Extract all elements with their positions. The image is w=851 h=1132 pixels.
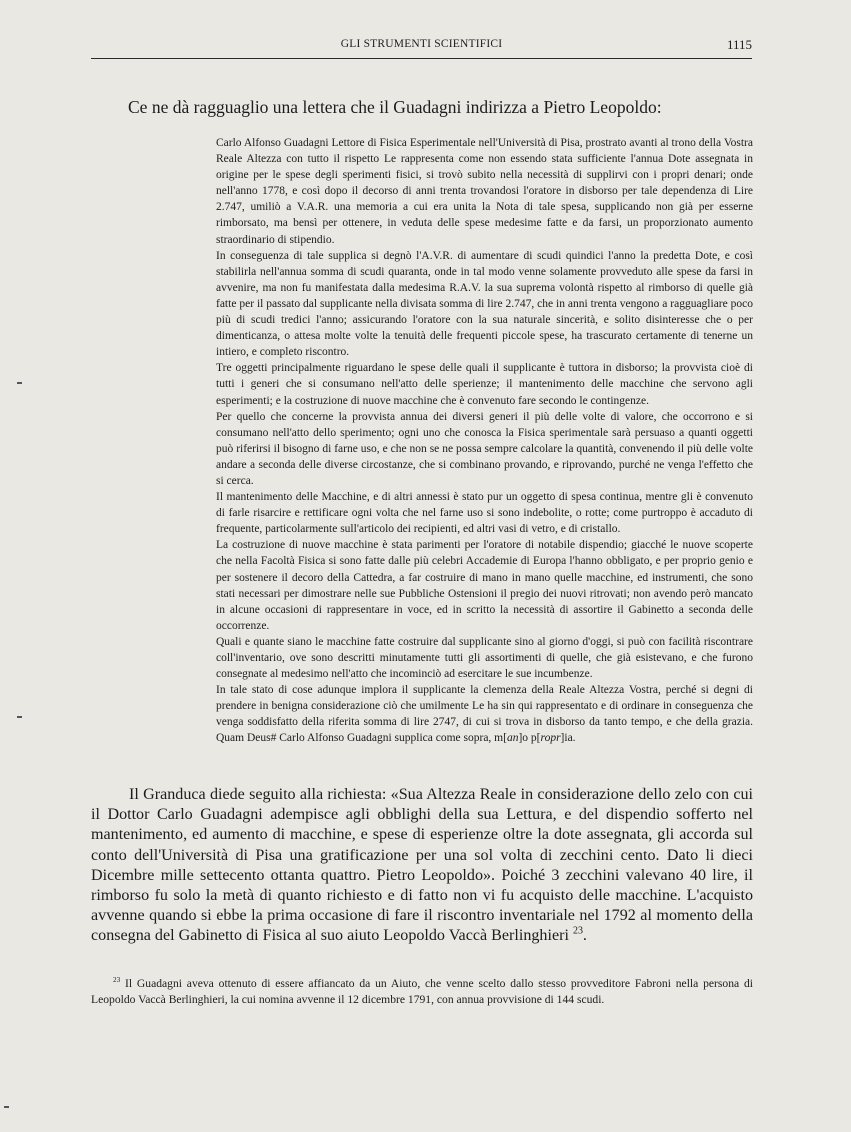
letter-closing-end: ]ia. <box>560 732 576 745</box>
footnote <box>91 976 753 1008</box>
page-number: 1115 <box>726 37 752 52</box>
footnote-number: 23 <box>113 976 121 985</box>
footnote-text: Il Guadagni aveva ottenuto di essere affiancato da un Aiuto, che venne scelto dallo stesso provveditore Fabroni nella persona di Leopoldo Vaccà Berlinghieri, la cui nomina avvenne il 12 dicembre 1791, con annua provvisione di 144 scudi. <box>91 977 753 1007</box>
letter-paragraph: Tre oggetti principalmente riguardano le spese delle quali il supplicante è tuttora in disborso; la provvista cioè di tutti i generi che si consumano nell'atto delle sperienze; il mantenimento delle macchine che servono agli esperimenti; e la costruzione di nuove macchine che è convenuto fare secondo le contingenze. <box>216 362 753 407</box>
letter-paragraph: Quali e quante siano le macchine fatte costruire dal supplicante sino al giorno d'oggi, si può con facilità riscontrare coll'inventario, ove sono descritti minutamente tutti gli assortimenti di quelle, che già esistevano, e che furono consegnate al medesimo nell'atto che incominciò ad esercitare le sue incumbenze. <box>216 635 753 681</box>
letter-closing-paragraph <box>216 682 753 746</box>
intro-sentence: Ce ne dà ragguaglio una lettera che il Guadagni indirizza a Pietro Leopoldo: <box>128 97 662 117</box>
margin-mark <box>17 382 22 384</box>
margin-mark <box>4 1106 9 1108</box>
running-title: GLI STRUMENTI SCIENTIFICI <box>340 38 503 50</box>
letter-closing-text: In tale stato di cose adunque implora il supplicante la clemenza della Reale Altezza Vostra, perché si degni di prendere in benigna considerazione ciò che umilmente Le ha sin qui rappresentato e di ordinare in conseguenza che venga soddisfatto della riferita somma di lire 2747, di cui si trova in disborso da tanto tempo, e che della grazia. Quam Deus# Carlo Alfonso Guadagni supplica come sopra, m[ <box>216 684 753 745</box>
letter-paragraph: Carlo Alfonso Guadagni Lettore di Fisica Esperimentale nell'Università di Pisa, prostrato avanti al trono della Vostra Reale Altezza con tutto il rispetto Le rappresenta come non essendo stata sufficiente l'annua Dote assegnata in origine per le spese degli sperimenti fisici, si trovò subito nella necessità di supplirvi con i propri denari; onde nell'anno 1778, e così dopo il decorso di anni trenta trovandosi l'oratore in disborso per tale dependenza di Lire 2.747, umiliò a V.A.R. una memoria a cui era unita la Nota di tale spesa, supplicando non già per esserne rimborsato, ma bensì per ottenere, in veduta delle spese medesime fatte e da farsi, un proporzionato aumento straordinario di stipendio. <box>216 137 753 246</box>
footnote-reference[interactable]: 23 <box>572 926 583 938</box>
page-header <box>91 36 752 59</box>
editorial-insertion: an <box>506 732 519 745</box>
body-paragraph <box>91 785 753 947</box>
quoted-letter <box>216 135 753 747</box>
editorial-insertion: ropr <box>540 732 561 745</box>
letter-paragraph: La costruzione di nuove macchine è stata parimenti per l'oratore di notabile dispendio; giacché le nuove scoperte che nella Facoltà Fisica si sono fatte dalle più celebri Accademie di Europa l'hanno obbligato, e per proprio genio e per sostenere il decoro della Cattedra, a far costruire di mano in mano quelle macchine, ed instrumenti, che sono stati necessari per dimostrare nelle sue Pubbliche Ostensioni il pregio dei nuovi ritrovati; non avendo però mancato in alcune occasioni di rappresentare in voce, ed in scritto la necessità di assortire il Gabinetto a seconda delle occorrenze. <box>216 539 753 632</box>
letter-paragraph: Per quello che concerne la provvista annua dei diversi generi il più delle volte di valore, che occorrono e si consumano nell'atto dello sperimento; ogni uno che conosca la Fisica sperimentale sarà persuaso a quanti oggetti può riferirsi il bisogno di farne uso, e che non se ne possa sempre calcolare la quantità, convenendo il più delle volte andare a seconda delle diverse circostanze, che si combinano provando, e riprovando, purché ne venga l'effetto che si cerca. <box>216 410 753 487</box>
letter-closing-mid: ]o p[ <box>518 732 541 745</box>
margin-mark <box>17 716 22 718</box>
body-text-end: . <box>582 927 587 945</box>
letter-paragraph: Il mantenimento delle Macchine, e di altri annessi è stato pur un oggetto di spesa continua, mentre gli è convenuto di farle risarcire e rettificare ogni volta che nel farne uso si sono indebolite, o rotte; come purtroppo è accaduto di frequente, particolarmente sull'articolo dei recipienti, ed altri vasi di vetro, e di cristallo. <box>216 491 753 536</box>
letter-paragraph: In conseguenza di tale supplica si degnò l'A.V.R. di aumentare di scudi quindici l'anno la predetta Dote, e così stabilirla nell'annua somma di scudi quaranta, onde in tal modo venne solamente provveduto alle spese da farsi in avvenire, ma non fu manifestata dalla medesima R.A.V. la sua suprema volontà rispetto al rimborso di quelle già fatte per il passato dal supplicante nella divisata somma di lire 2.747, che in anni trenta vengono a ragguagliare poco più di scudi tredici l'anno; assicurando l'oratore con la sua naturale sincerità, e solito disinteresse che o per dimenticanza, o attesa molte volte la tenuità delle frequenti piccole spese, ha trascurato certamente di tenerne un intiero, e completo riscontro. <box>216 249 753 359</box>
body-text: Il Granduca diede seguito alla richiesta: «Sua Altezza Reale in considerazione dello zelo con cui il Dottor Carlo Guadagni adempisce agli obblighi della sua Lettura, e del dispendio sofferto nel mantenimento, ed aumento di macchine, e spese di esperienze oltre la dote assegnata, gli accorda sul conto dell'Università di Pisa una gratificazione per una sol volta di zecchini cento. Dato li dieci Dicembre mille settecento ottanta quattro. Pietro Leopoldo». Poiché 3 zecchini valevano 40 lire, il rimborso fu solo la metà di quanto richiesto e di fatto non vi fu acquisto delle macchine. L'acquisto avvenne quando si ebbe la prima occasione di fare il riscontro inventariale nel 1792 al momento della consegna del Gabinetto di Fisica al suo aiuto Leopoldo Vaccà Berlinghieri <box>91 786 753 945</box>
